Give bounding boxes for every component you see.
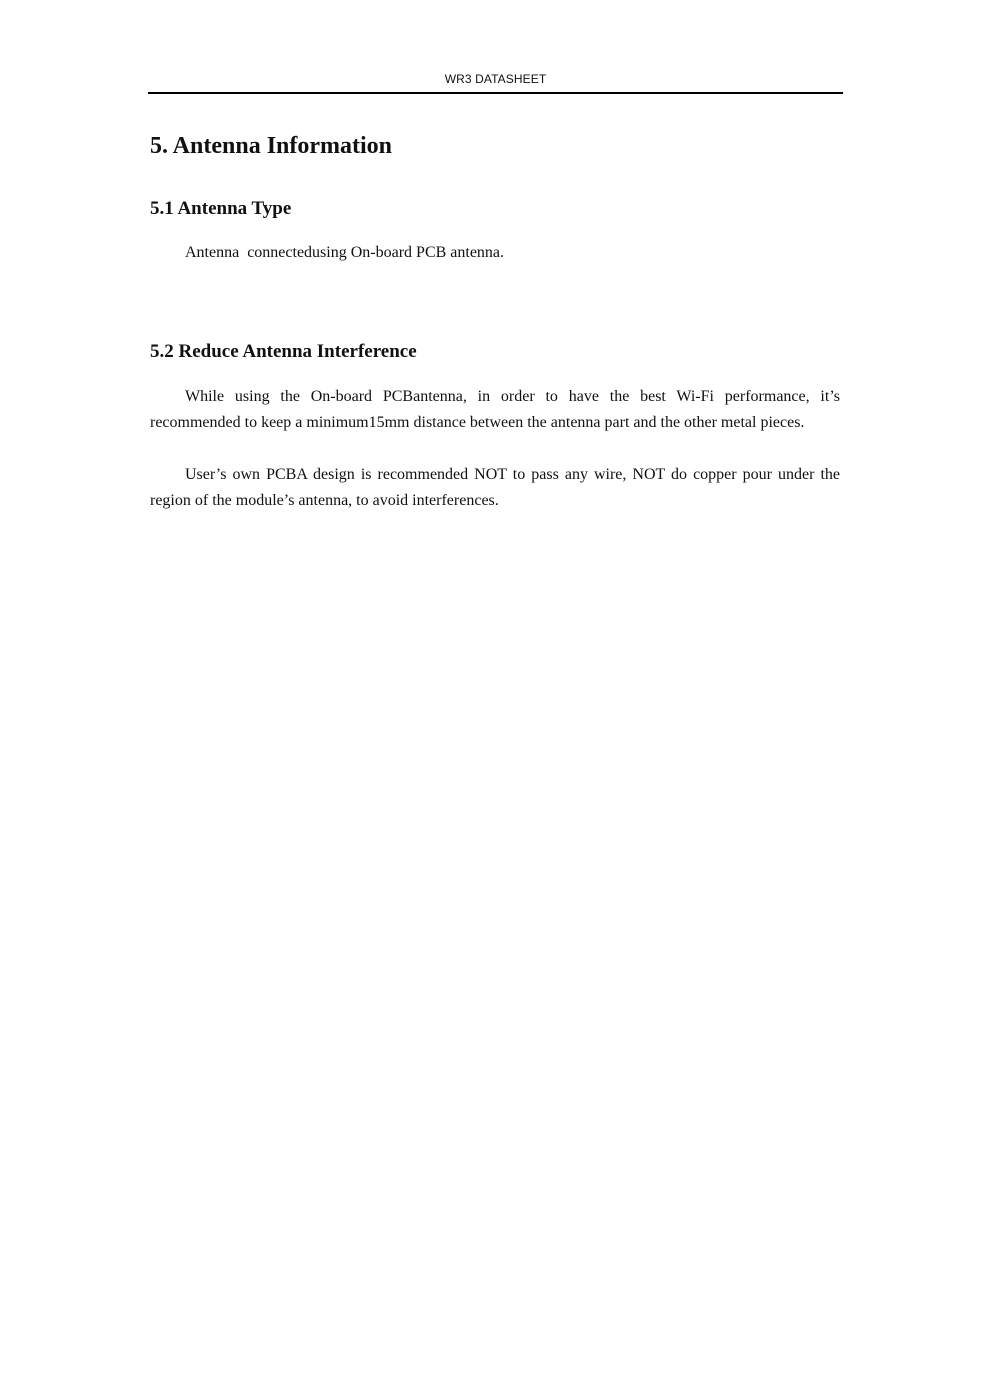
paragraph-interference-pcba: User’s own PCBA design is recommended NOT to pass any wire, NOT do copper pour under the region of the module’s antenna, to avoid interferences. — [150, 466, 840, 509]
page-header — [148, 68, 843, 94]
header-title: WR3 DATASHEET — [444, 72, 547, 86]
paragraph-interference-distance: While using the On-board PCBantenna, in order to have the best Wi-Fi performance, it’s recommended to keep a minimum15mm distance between the antenna part and the other metal pieces. — [150, 388, 840, 431]
subsection-title-antenna-type: 5.1 Antenna Type — [150, 198, 292, 219]
subsection-title-reduce-interference: 5.2 Reduce Antenna Interference — [150, 341, 417, 362]
paragraph-antenna-type: Antenna connectedusing On-board PCB antenna. — [185, 244, 505, 261]
section-title: 5. Antenna Information — [150, 133, 393, 159]
